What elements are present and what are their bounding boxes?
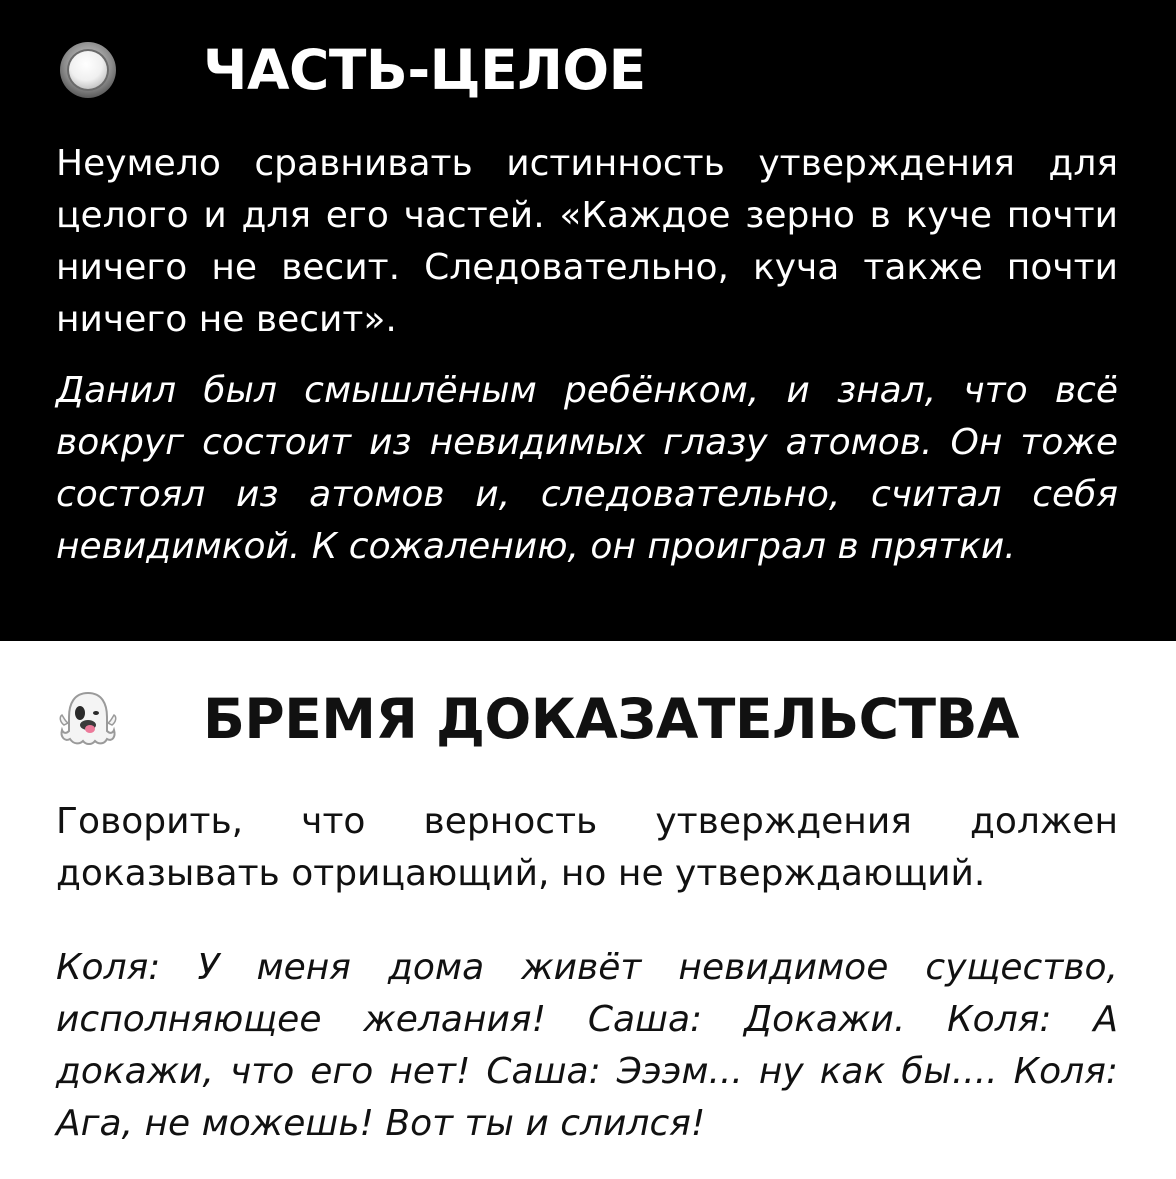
section-example: Коля: У меня дома живёт невидимое существо, исполняющее желания! Саша: Докажи. Коля: А докажи, что его нет! Саша: Эээм... ну как бы.... Коля: Ага, не можешь! Вот ты и слился! — [56, 947, 1118, 1144]
burden-of-proof-heading — [56, 687, 1019, 751]
section-definition: Говорить, что верность утверждения должен доказывать отрицающий, но не утверждающий. — [56, 801, 1118, 894]
ghost-icon — [56, 687, 120, 751]
section-example: Данил был смышлёным ребёнком, и знал, что всё вокруг состоит из невидимых глазу атомов. Он тоже состоял из атомов и, следовательно, считал себя невидимкой. К сожалению, он проиграл в прятки. — [56, 370, 1118, 567]
part-whole-heading — [56, 38, 646, 102]
section-definition: Неумело сравнивать истинность утверждения для целого и для его частей. «Каждое зерно в куче почти ничего не весит. Следовательно, куча также почти ничего не весит». — [56, 143, 1118, 340]
burden-of-proof-section — [0, 641, 1176, 1179]
radio-button-icon — [56, 38, 120, 102]
section-title: БРЕМЯ ДОКАЗАТЕЛЬСТВА — [203, 686, 1019, 751]
section-title: ЧАСТЬ-ЦЕЛОЕ — [203, 37, 646, 102]
